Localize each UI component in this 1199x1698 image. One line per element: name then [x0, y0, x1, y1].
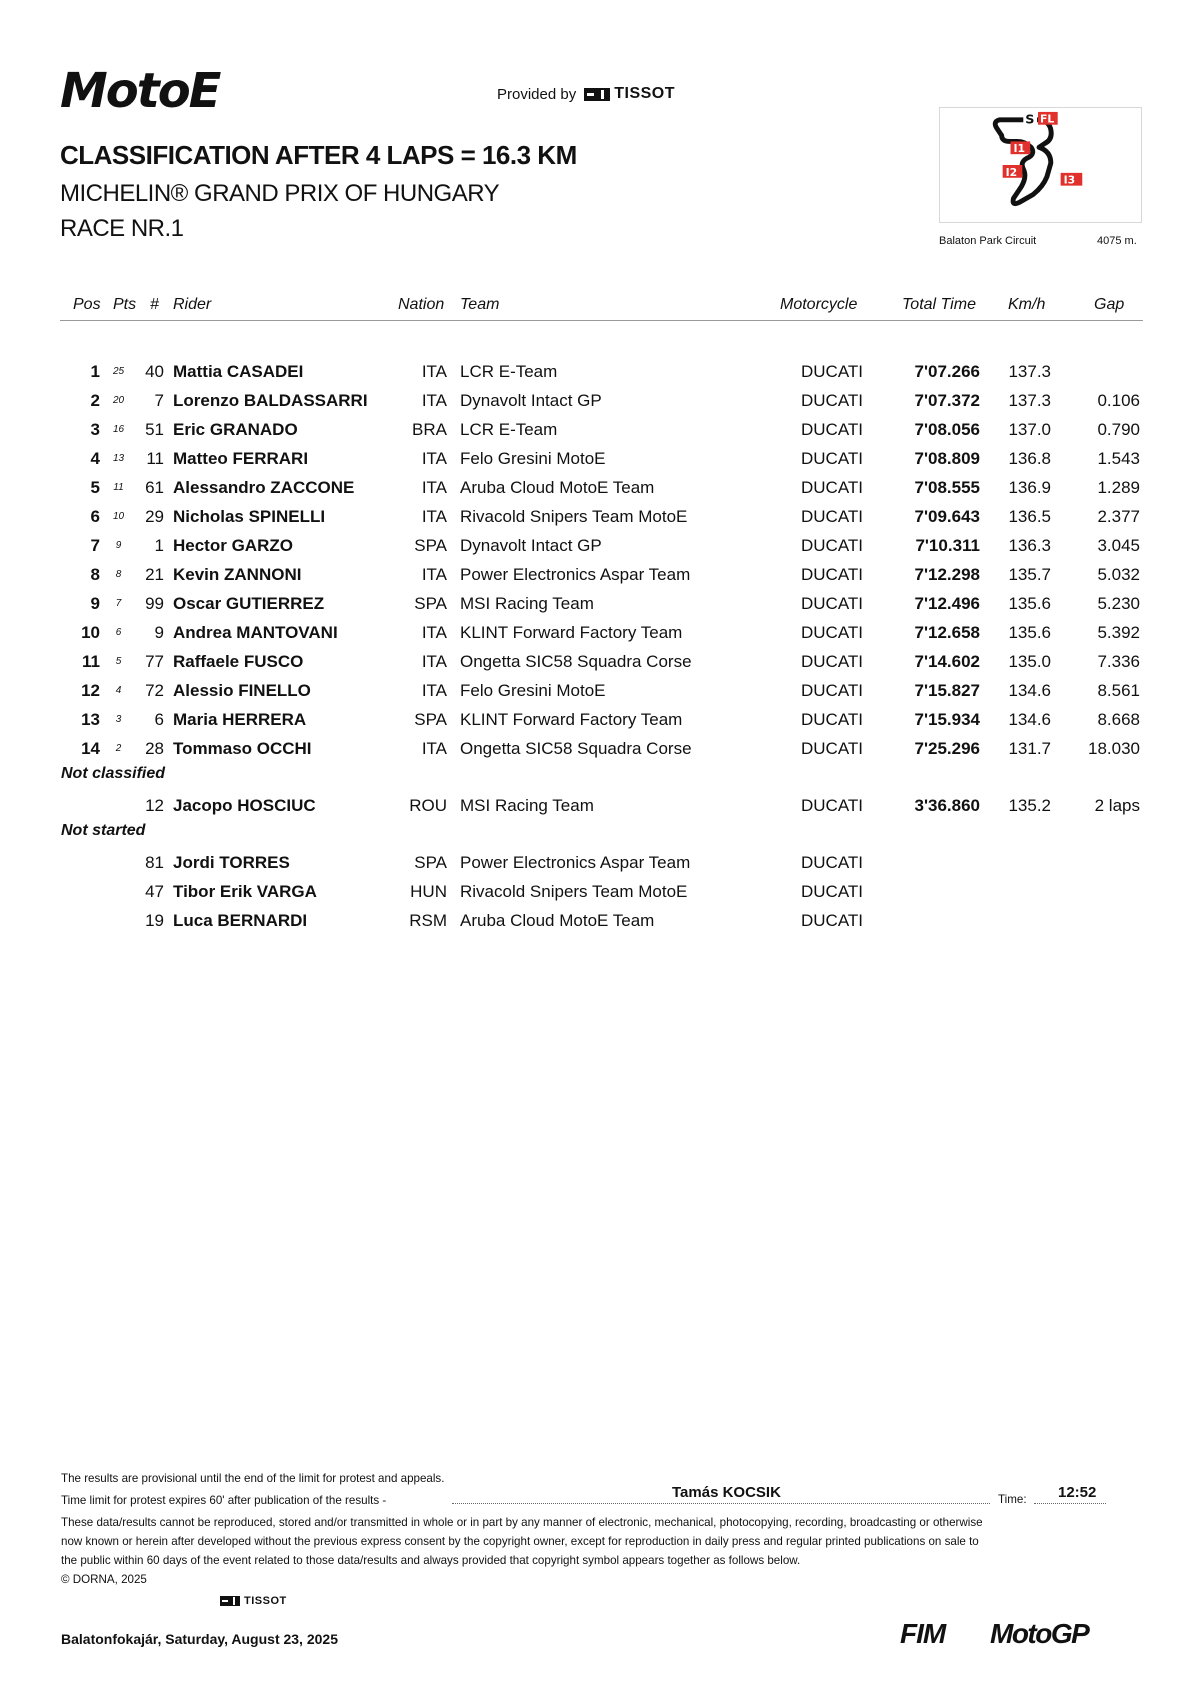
track-length: 4075 m.: [1097, 235, 1137, 247]
rider-position: 13: [81, 710, 100, 729]
rider-team: Power Electronics Aspar Team: [460, 565, 691, 584]
rider-team: MSI Racing Team: [460, 594, 594, 613]
rider-nation: ITA: [421, 652, 447, 671]
rider-points: 6: [115, 627, 122, 638]
rider-name: Oscar GUTIERREZ: [173, 594, 325, 613]
rider-motorcycle: DUCATI: [800, 911, 863, 930]
rider-motorcycle: DUCATI: [800, 853, 863, 872]
rider-number: 9: [154, 623, 164, 642]
rider-points: 16: [112, 424, 125, 435]
rider-speed: 131.7: [1008, 739, 1051, 758]
table-row: [0, 448, 1199, 477]
rider-name: Nicholas SPINELLI: [173, 507, 326, 526]
rider-gap: 5.032: [1097, 565, 1140, 584]
rider-total-time: 7'14.602: [914, 652, 980, 671]
rider-speed: 137.3: [1008, 391, 1051, 410]
svg-text:S: S: [1025, 112, 1035, 128]
rider-motorcycle: DUCATI: [800, 536, 863, 555]
tissot-footer-name: TISSOT: [244, 1595, 287, 1607]
rider-motorcycle: DUCATI: [800, 420, 863, 439]
rider-motorcycle: DUCATI: [800, 796, 863, 815]
publication-time: 12:52: [1058, 1484, 1097, 1501]
table-row: [0, 390, 1199, 419]
rider-total-time: 7'10.311: [915, 536, 980, 555]
rider-team: Felo Gresini MotoE: [460, 449, 606, 468]
rider-speed: 137.0: [1008, 420, 1051, 439]
table-row: [0, 881, 1199, 910]
svg-text:I3: I3: [1063, 173, 1076, 187]
rider-number: 99: [145, 594, 164, 613]
rider-speed: 134.6: [1008, 681, 1051, 700]
col-team: Team: [460, 296, 500, 313]
copyright-owner: © DORNA, 2025: [61, 1573, 147, 1586]
rider-motorcycle: DUCATI: [800, 681, 863, 700]
table-row: [0, 709, 1199, 738]
col-rider: Rider: [173, 296, 212, 313]
rider-team: Felo Gresini MotoE: [460, 681, 606, 700]
rider-team: KLINT Forward Factory Team: [460, 623, 683, 642]
not-started-label: Not started: [61, 822, 146, 839]
table-row: [0, 361, 1199, 390]
rider-gap: 18.030: [1088, 739, 1140, 758]
rider-speed: 135.2: [1008, 796, 1051, 815]
rider-name: Mattia CASADEI: [173, 362, 304, 381]
rider-number: 21: [145, 565, 164, 584]
rider-points: 11: [113, 482, 124, 493]
not-classified-label: Not classified: [61, 765, 166, 782]
rider-gap: 1.543: [1097, 449, 1140, 468]
rider-nation: ITA: [421, 362, 447, 381]
rider-name: Matteo FERRARI: [173, 449, 309, 468]
table-row: [0, 738, 1199, 767]
rider-points: 10: [112, 511, 125, 522]
rider-number: 12: [145, 796, 164, 815]
rider-team: Ongetta SIC58 Squadra Corse: [460, 652, 692, 671]
tissot-cross-icon: [584, 88, 610, 101]
rider-position: 14: [81, 739, 100, 758]
rider-nation: ITA: [421, 681, 447, 700]
rider-total-time: 7'15.827: [914, 681, 980, 700]
motoe-logo: MotoE: [60, 63, 220, 119]
rider-number: 29: [145, 507, 164, 526]
rider-team: Dynavolt Intact GP: [460, 391, 602, 410]
track-marker-i2: [1003, 165, 1023, 179]
rider-number: 1: [154, 536, 164, 555]
rider-gap: 8.561: [1097, 681, 1140, 700]
rider-name: Tommaso OCCHI: [173, 739, 312, 758]
col-pts: Pts: [113, 296, 137, 313]
rider-motorcycle: DUCATI: [800, 710, 863, 729]
table-row: [0, 651, 1199, 680]
rider-points: 7: [115, 598, 122, 609]
rider-total-time: 7'08.555: [914, 478, 980, 497]
rider-nation: ITA: [421, 739, 447, 758]
rider-nation: ITA: [421, 478, 447, 497]
rider-gap: 5.230: [1097, 594, 1140, 613]
rider-total-time: 7'07.266: [914, 362, 980, 381]
rider-gap: 8.668: [1097, 710, 1140, 729]
rider-name: Jacopo HOSCIUC: [173, 796, 316, 815]
svg-text:I2: I2: [1005, 165, 1018, 179]
rider-nation: SPA: [414, 710, 447, 729]
rider-nation: ITA: [421, 507, 447, 526]
rider-nation: ROU: [409, 796, 447, 815]
header-divider: [60, 320, 1143, 321]
rider-motorcycle: DUCATI: [800, 507, 863, 526]
tissot-cross-icon: [220, 1596, 240, 1606]
fim-logo: FIM: [900, 1618, 946, 1649]
rider-team: Power Electronics Aspar Team: [460, 853, 691, 872]
rider-speed: 135.7: [1008, 565, 1051, 584]
rider-position: 4: [90, 449, 100, 468]
rider-gap: 3.045: [1097, 536, 1140, 555]
rider-speed: 135.6: [1008, 594, 1051, 613]
rider-name: Eric GRANADO: [173, 420, 298, 439]
rider-name: Alessandro ZACCONE: [173, 478, 355, 497]
time-signature-line: [1034, 1503, 1106, 1504]
rider-points: 5: [115, 656, 122, 667]
page-title: CLASSIFICATION AFTER 4 LAPS = 16.3 KM: [60, 140, 577, 170]
rider-speed: 137.3: [1008, 362, 1051, 381]
rider-name: Raffaele FUSCO: [173, 652, 304, 671]
protest-note: Time limit for protest expires 60' after publication of the results -: [61, 1494, 387, 1507]
rider-total-time: 7'12.298: [914, 565, 980, 584]
rider-number: 19: [145, 911, 164, 930]
col-gap: Gap: [1094, 296, 1125, 313]
col-pos: Pos: [73, 296, 101, 313]
rider-team: LCR E-Team: [460, 420, 558, 439]
table-row: [0, 852, 1199, 881]
rider-total-time: 7'08.056: [914, 420, 980, 439]
track-name: Balaton Park Circuit: [939, 235, 1037, 247]
tissot-name: TISSOT: [614, 85, 675, 102]
track-marker-fl: [1038, 112, 1058, 126]
rider-number: 28: [145, 739, 164, 758]
rider-points: 4: [115, 685, 122, 696]
rider-team: Rivacold Snipers Team MotoE: [460, 882, 688, 901]
rider-name: Luca BERNARDI: [173, 911, 308, 930]
rider-position: 5: [90, 478, 100, 497]
time-label: Time:: [998, 1493, 1027, 1506]
copyright-line-1: These data/results cannot be reproduced, stored and/or transmitted in whole or in part by any manner of electronic, mechanical, photocopying, recording, broadcasting or otherwise: [61, 1516, 983, 1529]
rider-number: 61: [145, 478, 164, 497]
rider-motorcycle: DUCATI: [800, 362, 863, 381]
rider-points: 2: [115, 743, 122, 754]
rider-speed: 135.6: [1008, 623, 1051, 642]
rider-position: 2: [90, 391, 100, 410]
col-nation: Nation: [398, 296, 445, 313]
table-row: [0, 910, 1199, 939]
event-name: MICHELIN® GRAND PRIX OF HUNGARY: [60, 180, 500, 207]
table-row: [0, 535, 1199, 564]
rider-position: 1: [90, 362, 100, 381]
rider-number: 40: [145, 362, 164, 381]
table-row: [0, 564, 1199, 593]
rider-name: Kevin ZANNONI: [173, 565, 302, 584]
table-row: [0, 795, 1199, 824]
track-marker-s: [1023, 112, 1037, 128]
track-outline-icon: [940, 108, 1141, 222]
rider-total-time: 7'08.809: [914, 449, 980, 468]
rider-nation: ITA: [421, 391, 447, 410]
rider-total-time: 7'07.372: [914, 391, 980, 410]
rider-position: 6: [90, 507, 100, 526]
rider-total-time: 3'36.860: [914, 796, 980, 815]
rider-gap: 7.336: [1097, 652, 1140, 671]
race-number: RACE NR.1: [60, 215, 184, 242]
track-marker-i3: [1061, 173, 1083, 187]
rider-position: 12: [81, 681, 100, 700]
rider-position: 11: [82, 652, 100, 671]
rider-motorcycle: DUCATI: [800, 594, 863, 613]
table-row: [0, 506, 1199, 535]
rider-team: MSI Racing Team: [460, 796, 594, 815]
rider-speed: 136.8: [1008, 449, 1051, 468]
rider-nation: RSM: [409, 911, 447, 930]
col-num: #: [150, 296, 159, 313]
provided-by: [497, 85, 675, 103]
official-signature-line: [452, 1503, 990, 1504]
rider-gap: 5.392: [1097, 623, 1140, 642]
rider-points: 20: [112, 395, 125, 406]
rider-total-time: 7'15.934: [914, 710, 980, 729]
rider-number: 6: [154, 710, 164, 729]
rider-gap: 2 laps: [1094, 796, 1140, 815]
rider-speed: 136.9: [1008, 478, 1051, 497]
table-row: [0, 593, 1199, 622]
rider-position: 3: [90, 420, 100, 439]
rider-nation: HUN: [410, 882, 447, 901]
copyright-line-2: now known or herein after developed without the previous express consent by the copyright owner, except for reproduction in daily press and regular printed publications on sale to: [61, 1535, 979, 1548]
rider-nation: BRA: [412, 420, 447, 439]
col-motorcycle: Motorcycle: [780, 296, 858, 313]
rider-points: 9: [115, 540, 122, 551]
rider-nation: ITA: [421, 623, 447, 642]
rider-team: Rivacold Snipers Team MotoE: [460, 507, 688, 526]
rider-number: 51: [145, 420, 164, 439]
rider-team: KLINT Forward Factory Team: [460, 710, 683, 729]
rider-position: 9: [90, 594, 100, 613]
rider-team: Aruba Cloud MotoE Team: [460, 911, 655, 930]
rider-gap: 1.289: [1097, 478, 1140, 497]
rider-number: 7: [154, 391, 164, 410]
rider-total-time: 7'09.643: [914, 507, 980, 526]
rider-speed: 134.6: [1008, 710, 1051, 729]
rider-team: LCR E-Team: [460, 362, 558, 381]
provided-by-label: Provided by: [497, 85, 577, 103]
rider-gap: 2.377: [1097, 507, 1140, 526]
col-kmh: Km/h: [1008, 296, 1046, 313]
rider-gap: 0.790: [1097, 420, 1140, 439]
rider-name: Tibor Erik VARGA: [173, 882, 317, 901]
table-row: [0, 477, 1199, 506]
rider-motorcycle: DUCATI: [800, 623, 863, 642]
rider-nation: SPA: [414, 853, 447, 872]
table-row: [0, 419, 1199, 448]
rider-name: Lorenzo BALDASSARRI: [173, 391, 368, 410]
rider-points: 25: [112, 366, 125, 377]
table-row: [0, 680, 1199, 709]
rider-name: Andrea MANTOVANI: [173, 623, 338, 642]
rider-number: 11: [146, 449, 164, 468]
track-marker-i1: [1011, 141, 1031, 155]
rider-nation: ITA: [421, 449, 447, 468]
rider-number: 81: [145, 853, 164, 872]
copyright-line-3: the public within 60 days of the event related to those data/results and always provided that copyright symbol appears together as follows below.: [61, 1554, 801, 1567]
rider-motorcycle: DUCATI: [800, 478, 863, 497]
provisional-note: The results are provisional until the end of the limit for protest and appeals.: [61, 1472, 445, 1485]
rider-speed: 136.5: [1008, 507, 1051, 526]
col-total-time: Total Time: [902, 296, 976, 313]
rider-points: 8: [115, 569, 122, 580]
rider-number: 77: [145, 652, 164, 671]
rider-total-time: 7'25.296: [914, 739, 980, 758]
rider-motorcycle: DUCATI: [800, 652, 863, 671]
tissot-footer-logo: [220, 1595, 287, 1607]
rider-team: Dynavolt Intact GP: [460, 536, 602, 555]
race-director-name: Tamás KOCSIK: [672, 1484, 781, 1501]
rider-name: Alessio FINELLO: [173, 681, 311, 700]
rider-nation: SPA: [414, 536, 447, 555]
place-date: Balatonfokajár, Saturday, August 23, 2025: [61, 1631, 338, 1647]
rider-speed: 136.3: [1008, 536, 1051, 555]
svg-text:I1: I1: [1013, 142, 1026, 156]
rider-team: Aruba Cloud MotoE Team: [460, 478, 655, 497]
table-row: [0, 622, 1199, 651]
tissot-logo: [584, 85, 675, 103]
svg-text:FL: FL: [1040, 112, 1055, 126]
rider-number: 47: [145, 882, 164, 901]
rider-gap: 0.106: [1097, 391, 1140, 410]
rider-total-time: 7'12.496: [914, 594, 980, 613]
rider-position: 8: [90, 565, 100, 584]
rider-motorcycle: DUCATI: [800, 739, 863, 758]
rider-points: 3: [115, 714, 122, 725]
rider-nation: SPA: [414, 594, 447, 613]
motogp-logo: MotoGP: [990, 1618, 1089, 1649]
rider-position: 10: [81, 623, 100, 642]
track-map: [939, 107, 1142, 223]
rider-team: Ongetta SIC58 Squadra Corse: [460, 739, 692, 758]
rider-motorcycle: DUCATI: [800, 565, 863, 584]
rider-name: Jordi TORRES: [173, 853, 290, 872]
rider-total-time: 7'12.658: [914, 623, 980, 642]
rider-position: 7: [90, 536, 100, 555]
rider-motorcycle: DUCATI: [800, 882, 863, 901]
rider-nation: ITA: [421, 565, 447, 584]
rider-name: Hector GARZO: [173, 536, 293, 555]
rider-speed: 135.0: [1008, 652, 1051, 671]
rider-name: Maria HERRERA: [173, 710, 307, 729]
rider-points: 13: [112, 453, 125, 464]
rider-number: 72: [145, 681, 164, 700]
rider-motorcycle: DUCATI: [800, 391, 863, 410]
rider-motorcycle: DUCATI: [800, 449, 863, 468]
